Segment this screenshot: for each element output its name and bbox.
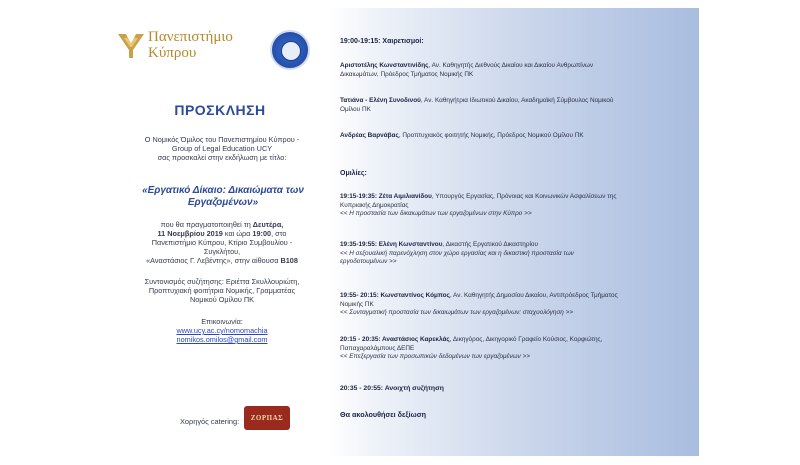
contact-info: Επικοινωνία: www.ucy.ac.cy/nomomachia nomikos.omilos@gmail.com <box>108 317 336 344</box>
invitation-card <box>102 8 699 456</box>
contact-url-link[interactable]: www.ucy.ac.cy/nomomachia <box>176 326 268 335</box>
speakers-header: Ομιλίες: <box>340 170 367 177</box>
greeting-item: Ανδρέας Βαρνάβας, Προπτυχιακός φοιτητής Νομικής, Πρόεδρος Νομικού Ομίλου ΠΚ <box>340 132 584 139</box>
invitation-left-column <box>102 8 338 456</box>
talk-item: 19:55- 20:15: Κωνσταντίνος Κόμπος, Αν. Καθηγητής Δημοσίου Δικαίου, Αντιπρόεδρος Τμήματος Νομικής ΠΚ << Συνταγματική προστασία των δικαιωμάτων των εργαζομένων: σταχυολόγηση >> <box>340 292 618 316</box>
sponsor-logo: ΖΟΡΠΑΣ <box>244 406 290 430</box>
program-column <box>340 8 690 456</box>
legal-group-seal-icon <box>270 30 310 70</box>
invitation-title: ΠΡΟΣΚΛΗΣΗ <box>174 102 266 118</box>
talk-item: 19:35-19:55: Ελένη Κωνσταντίνου, Δικαστής Εργατικού Δικαστηρίου << Η σεξουαλική παρενόχληση στον χώρο εργασίας και η δικαστική προστασία των εργοδοτουμένων >> <box>340 241 574 265</box>
reception-note: Θα ακολουθήσει δεξίωση <box>340 410 427 419</box>
greetings-header: 19:00-19:15: Χαιρετισμοί: <box>340 38 424 45</box>
event-title: «Εργατικό Δίκαιο: Δικαιώματα των Εργαζομένων» <box>142 185 304 208</box>
greeting-item: Αριστοτέλης Κωνσταντινίδης, Αν. Καθηγητής Διεθνούς Δικαίου και Δικαίου Ανθρωπίνων Δικαιωμάτων, Πρόεδρος Τμήματος Νομικής ΠΚ <box>340 62 594 78</box>
university-logo <box>116 26 266 70</box>
university-emblem-icon <box>116 30 146 60</box>
seal-center <box>281 41 301 61</box>
greeting-item: Τατιάνα - Ελένη Συνοδινού, Αν. Καθηγήτρια Ιδιωτικού Δικαίου, Ακαδημαϊκή Σύμβουλος Νομικού Ομίλου ΠΚ <box>340 97 614 113</box>
event-details: που θα πραγματοποιηθεί τη Δευτέρα, 11 Νοεμβρίου 2019 και ώρα 19:00, στο Πανεπιστήμιο Κύπρου, Κτίριο Συμβουλίου - Συγκλήτου, «Αναστάσιος Γ. Λεβέντης», στην αίθουσα B108 <box>146 220 298 265</box>
university-name: Πανεπιστήμιο Κύπρου <box>148 29 233 61</box>
moderation-info: Συντονισμός συζήτησης: Εριέττα Σκυλλουριώτη, Προπτυχιακή φοιτήτρια Νομικής, Γραμματέας Νομικού Ομίλου ΠΚ <box>144 277 300 304</box>
talk-item: 19:15-19:35: Ζέτα Αιμιλιανίδου, Υπουργός Εργασίας, Πρόνοιας και Κοινωνικών Ασφαλίσεων της Κυπριακής Δημοκρατίας << Η προστασία των δικαιωμάτων των εργαζομένων στην Κύπρο >> <box>340 193 617 217</box>
invitation-intro: Ο Νομικός Όμιλος του Πανεπιστημίου Κύπρου - Group of Legal Education UCY σας προσκαλεί στην εκδήλωση με τίτλο: <box>144 135 300 162</box>
open-discussion: 20:35 - 20:55: Ανοιχτή συζήτηση <box>340 385 444 392</box>
sponsor-label: Χορηγός catering: <box>180 417 240 426</box>
contact-email-link[interactable]: nomikos.omilos@gmail.com <box>176 335 268 344</box>
talk-item: 20:15 - 20:35: Αναστάσιος Καρεκλάς, Δικηγόρος, Δικηγορικό Γραφείο Κούσιος, Κορφιώτης, Παπαχαραλάμπους ΔΕΠΕ << Επεξεργασία των προσωπικών δεδομένων των εργαζομένων >> <box>340 336 603 360</box>
